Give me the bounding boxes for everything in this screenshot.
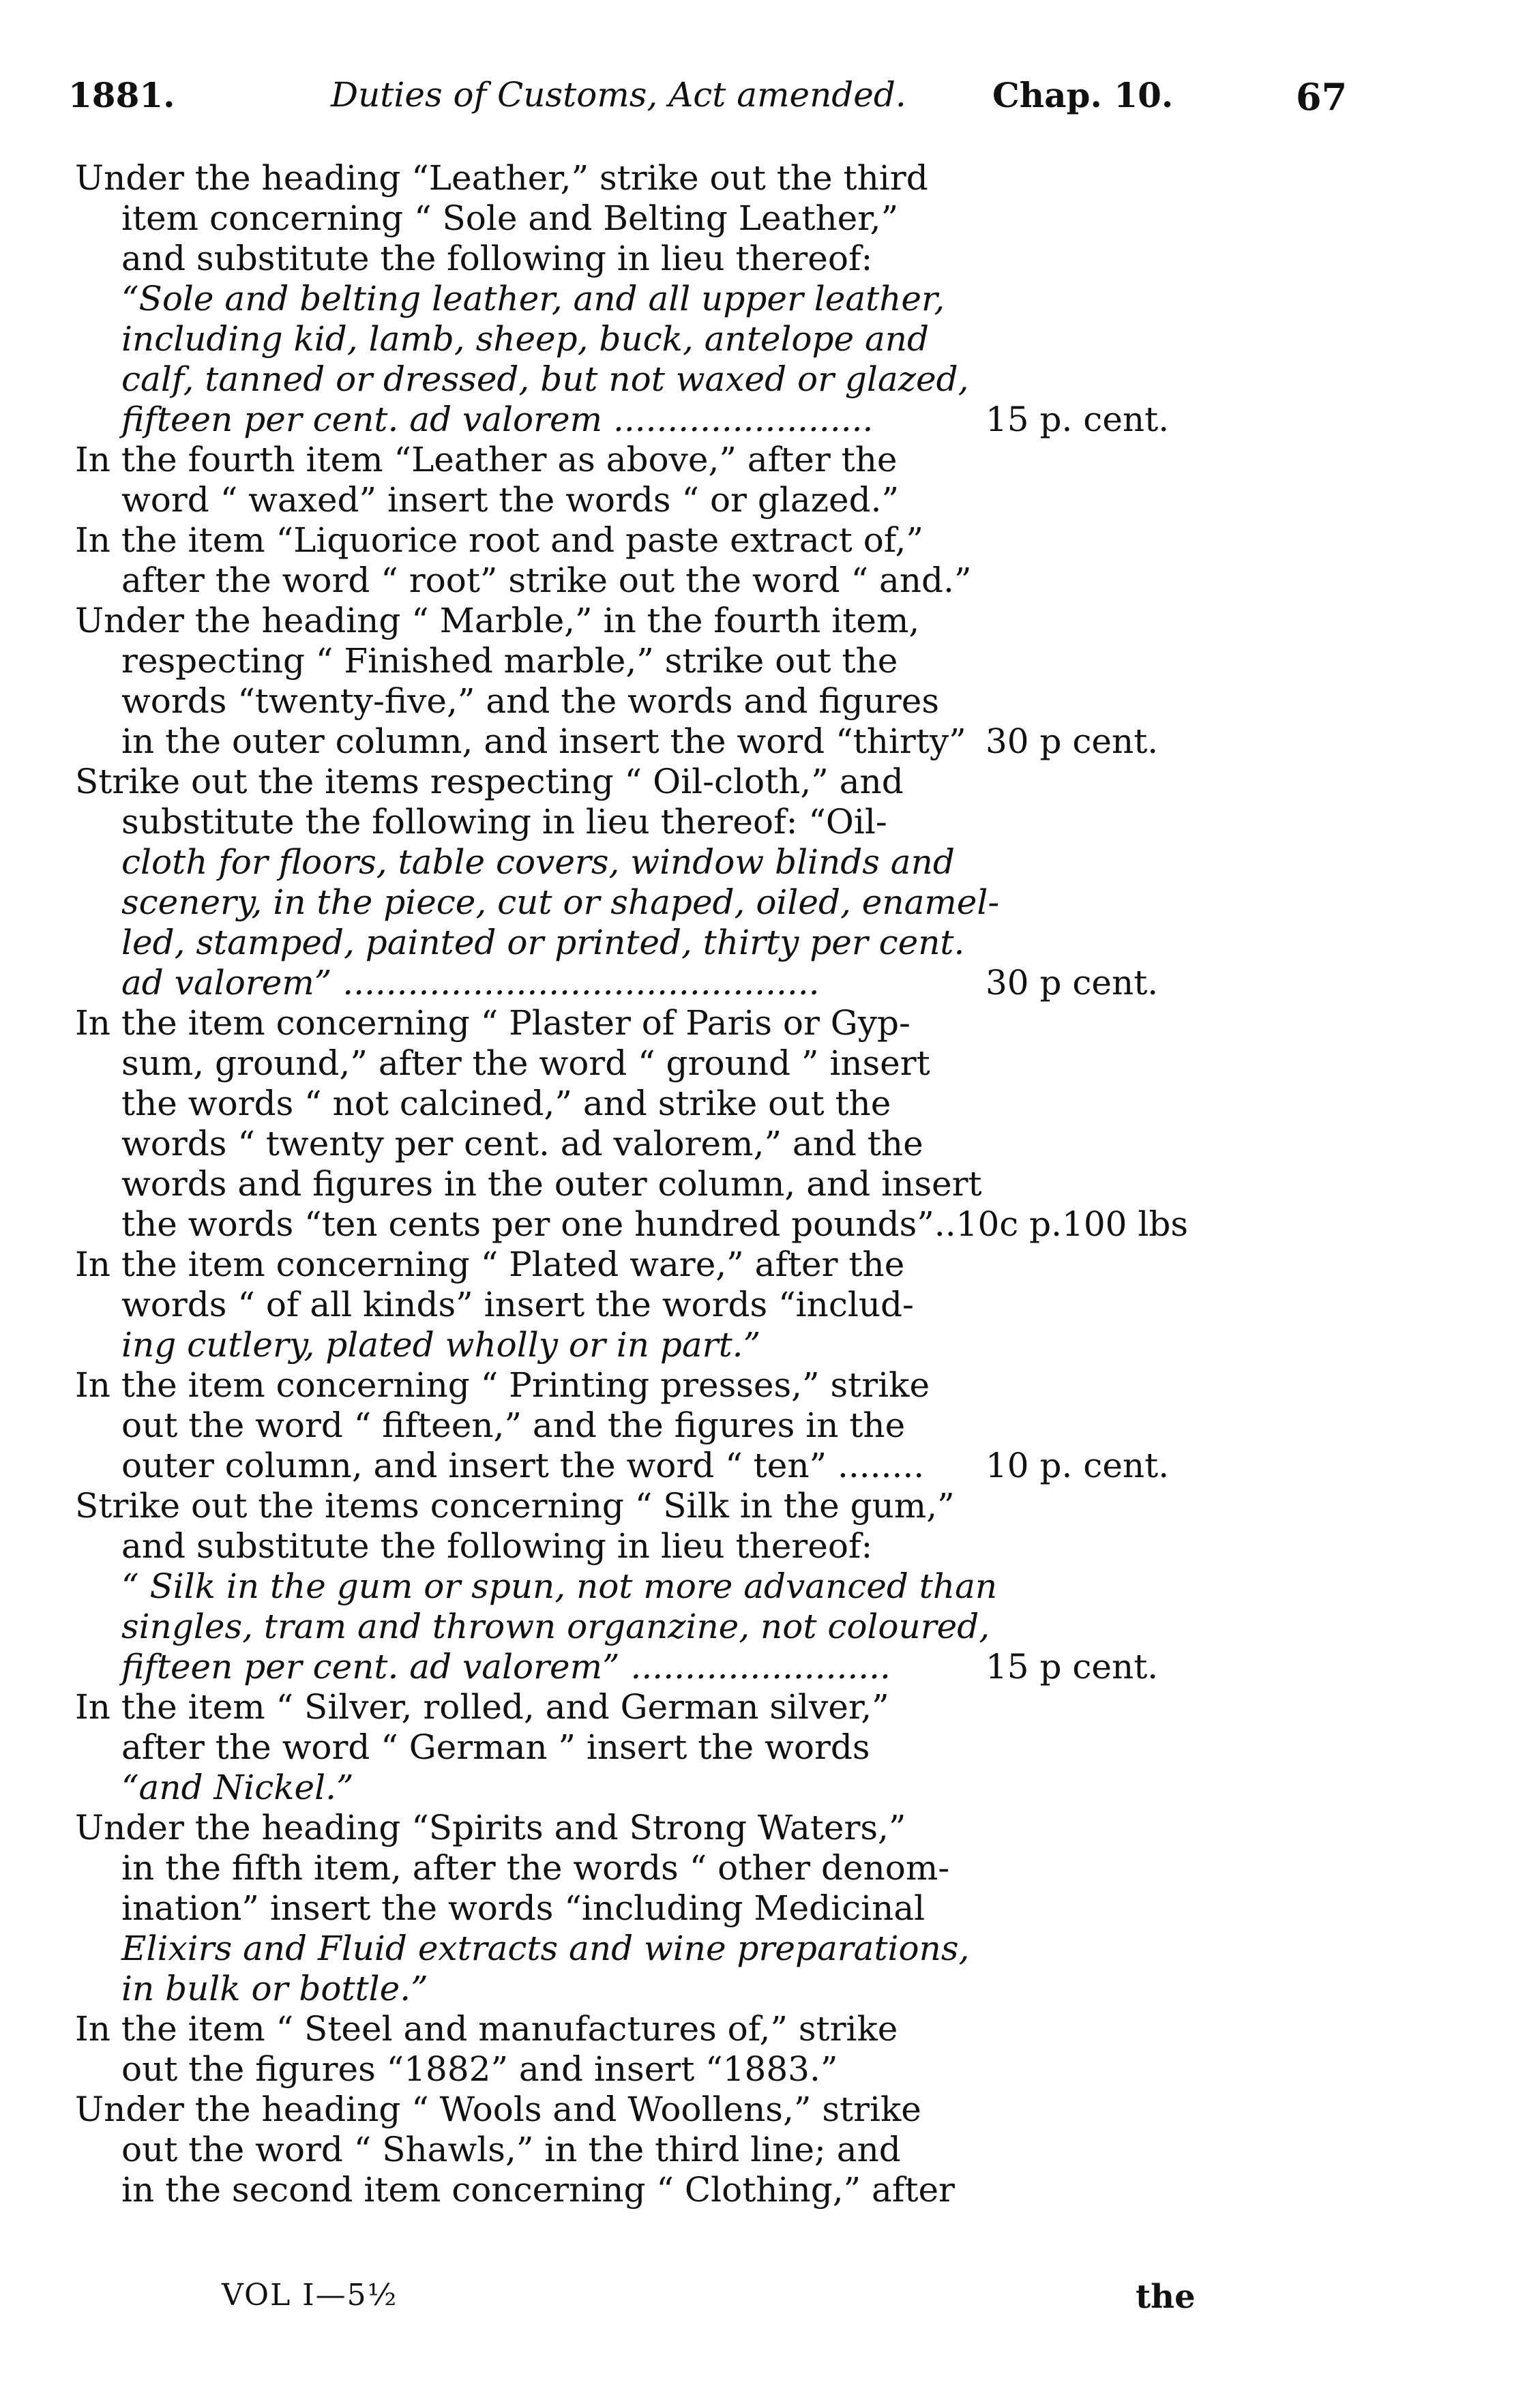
- line-text: in the second item concerning “ Clothing,” after: [121, 2170, 955, 2210]
- text-line: [75, 1808, 1425, 1848]
- text-line: [75, 520, 1425, 561]
- line-text: Under the heading “ Wools and Woollens,” strike: [75, 2090, 921, 2129]
- text-line: [75, 1406, 1425, 1446]
- text-line: [75, 319, 1425, 359]
- line-text: fifteen per cent. ad valorem” ........................: [121, 1647, 891, 1687]
- line-text: words and figures in the outer column, and insert: [121, 1164, 982, 1204]
- line-text: in the outer column, and insert the word “thirty”: [121, 722, 966, 761]
- line-text: calf, tanned or dressed, but not waxed or glazed,: [121, 359, 969, 399]
- text-line: [75, 1365, 1425, 1406]
- duty-rate: 15 p. cent.: [986, 400, 1170, 439]
- duty-rate: 30 p cent.: [986, 722, 1159, 761]
- text-line: [75, 2049, 1425, 2090]
- text-line: [75, 1848, 1425, 1888]
- duty-rate: 10 p. cent.: [986, 1446, 1170, 1485]
- text-line: [75, 561, 1425, 601]
- line-text: ing cutlery, plated wholly or in part.”: [121, 1325, 761, 1365]
- line-text: out the figures “1882” and insert “1883.”: [121, 2049, 838, 2089]
- text-line: [75, 1768, 1425, 1808]
- text-line: [75, 1003, 1425, 1043]
- text-line: [75, 1969, 1425, 2009]
- line-text: In the item “Liquorice root and paste extract of,”: [75, 520, 923, 560]
- line-text: out the word “ Shawls,” in the third line; and: [121, 2130, 901, 2169]
- text-line: [75, 359, 1425, 400]
- text-line: [75, 641, 1425, 681]
- text-line: [75, 1929, 1425, 1969]
- text-line: [75, 882, 1425, 923]
- text-line: [75, 1486, 1425, 1526]
- text-line: [75, 2170, 1425, 2210]
- text-line: [75, 1164, 1425, 1204]
- line-text: and substitute the following in lieu thereof:: [121, 1526, 873, 1566]
- text-line: [75, 480, 1425, 520]
- text-line: [75, 2130, 1425, 2170]
- text-line: [75, 1043, 1425, 1084]
- text-line: [75, 1566, 1425, 1607]
- line-text: In the item concerning “ Plaster of Paris or Gyp-: [75, 1003, 910, 1043]
- text-line: [75, 1124, 1425, 1164]
- line-text: In the item “ Silver, rolled, and German silver,”: [75, 1687, 889, 1727]
- text-line: [75, 601, 1425, 641]
- line-text: words “ twenty per cent. ad valorem,” and the: [121, 1124, 923, 1163]
- text-line: [75, 1687, 1425, 1727]
- line-text: In the item “ Steel and manufactures of,” strike: [75, 2009, 898, 2049]
- duty-rate: 15 p cent.: [986, 1647, 1159, 1687]
- line-text: “ Silk in the gum or spun, not more advanced than: [121, 1566, 998, 1606]
- text-line: [75, 400, 1425, 440]
- text-line: [75, 1245, 1425, 1285]
- line-text: Elixirs and Fluid extracts and wine preparations,: [121, 1929, 970, 1968]
- line-text: Under the heading “ Marble,” in the fourth item,: [75, 601, 920, 640]
- catchword: the: [1136, 2278, 1196, 2316]
- line-text: In the item concerning “ Printing presses,” strike: [75, 1365, 930, 1405]
- text-line: [75, 1084, 1425, 1124]
- text-line: [75, 842, 1425, 882]
- line-text: ination” insert the words “including Medicinal: [121, 1888, 926, 1928]
- text-line: [75, 681, 1425, 722]
- line-text: in the fifth item, after the words “ other denom-: [121, 1848, 950, 1888]
- header-chapter: Chap. 10.: [992, 75, 1174, 115]
- line-text: words “twenty-five,” and the words and figures: [121, 681, 940, 721]
- line-text: scenery, in the piece, cut or shaped, oiled, enamel-: [121, 882, 1000, 922]
- text-line: [75, 1446, 1425, 1486]
- text-line: [75, 722, 1425, 762]
- text-line: [75, 158, 1425, 198]
- line-text: “Sole and belting leather, and all upper leather,: [121, 279, 945, 318]
- line-text: outer column, and insert the word “ ten” ........: [121, 1446, 925, 1485]
- duty-rate: 30 p cent.: [986, 963, 1159, 1002]
- line-text: Under the heading “Leather,” strike out the third: [75, 158, 928, 198]
- line-text: the words “ten cents per one hundred pounds”..10c p.100 lbs: [121, 1204, 1189, 1244]
- line-text: Under the heading “Spirits and Strong Waters,”: [75, 1808, 906, 1847]
- signature-mark: VOL I—5½: [222, 2278, 398, 2313]
- text-line: [75, 279, 1425, 319]
- line-text: sum, ground,” after the word “ ground ” insert: [121, 1043, 930, 1083]
- line-text: cloth for floors, table covers, window blinds and: [121, 842, 955, 882]
- line-text: after the word “ German ” insert the words: [121, 1727, 870, 1767]
- line-text: “and Nickel.”: [121, 1768, 354, 1807]
- line-text: In the fourth item “Leather as above,” after the: [75, 440, 898, 479]
- line-text: words “ of all kinds” insert the words “includ-: [121, 1285, 914, 1324]
- line-text: led, stamped, painted or printed, thirty per cent.: [121, 923, 965, 962]
- text-line: [75, 1325, 1425, 1365]
- line-text: the words “ not calcined,” and strike out the: [121, 1084, 891, 1123]
- document-body: [75, 158, 1425, 2210]
- text-line: [75, 1727, 1425, 1768]
- text-line: [75, 2090, 1425, 2130]
- line-text: respecting “ Finished marble,” strike out the: [121, 641, 898, 681]
- line-text: word “ waxed” insert the words “ or glazed.”: [121, 480, 900, 520]
- text-line: [75, 963, 1425, 1003]
- text-line: [75, 1888, 1425, 1929]
- line-text: singles, tram and thrown organzine, not coloured,: [121, 1607, 990, 1646]
- text-line: [75, 1204, 1425, 1245]
- line-text: after the word “ root” strike out the word “ and.”: [121, 561, 972, 600]
- line-text: and substitute the following in lieu thereof:: [121, 239, 873, 278]
- header-title: Duties of Customs, Act amended.: [331, 75, 906, 115]
- running-header: [68, 75, 1419, 130]
- page-number: 67: [1296, 75, 1348, 119]
- line-text: including kid, lamb, sheep, buck, antelope and: [121, 319, 930, 359]
- text-line: [75, 239, 1425, 279]
- text-line: [75, 762, 1425, 802]
- line-text: Strike out the items respecting “ Oil-cloth,” and: [75, 762, 904, 801]
- line-text: fifteen per cent. ad valorem ........................: [121, 400, 874, 439]
- text-line: [75, 1526, 1425, 1566]
- line-text: in bulk or bottle.”: [121, 1969, 428, 2008]
- line-text: ad valorem” ............................................: [121, 963, 820, 1002]
- text-line: [75, 440, 1425, 480]
- text-line: [75, 198, 1425, 239]
- line-text: item concerning “ Sole and Belting Leather,”: [121, 198, 899, 238]
- line-text: substitute the following in lieu thereof: “Oil-: [121, 802, 887, 842]
- text-line: [75, 923, 1425, 963]
- line-text: Strike out the items concerning “ Silk in the gum,”: [75, 1486, 955, 1526]
- line-text: In the item concerning “ Plated ware,” after the: [75, 1245, 905, 1284]
- page-footer: [0, 2278, 1540, 2319]
- text-line: [75, 1647, 1425, 1687]
- text-line: [75, 802, 1425, 842]
- line-text: out the word “ fifteen,” and the figures in the: [121, 1406, 906, 1445]
- header-year: 1881.: [68, 75, 175, 115]
- text-line: [75, 1607, 1425, 1647]
- text-line: [75, 1285, 1425, 1325]
- text-line: [75, 2009, 1425, 2049]
